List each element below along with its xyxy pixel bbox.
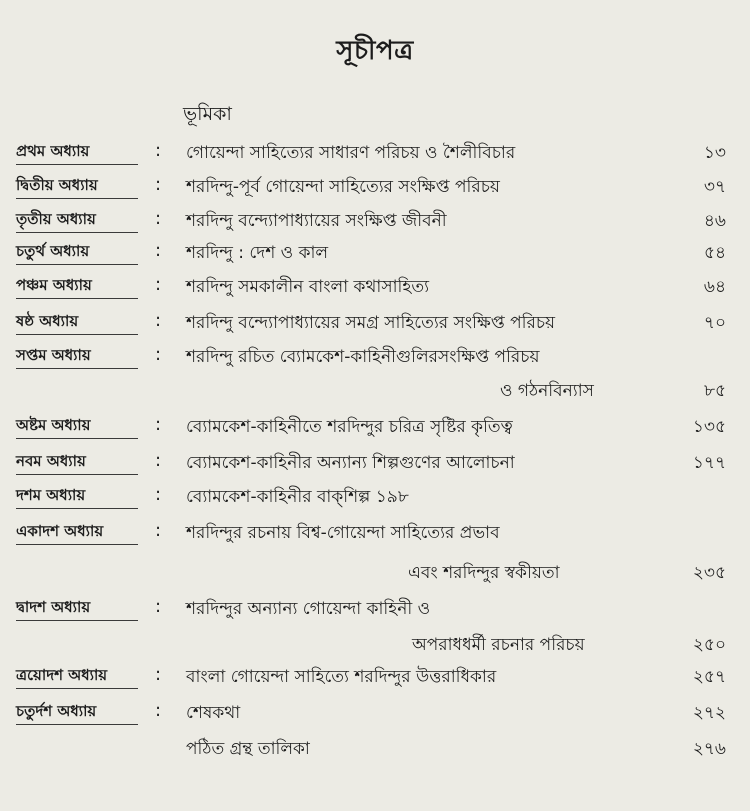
intro-entry: ভূমিকা <box>183 103 232 125</box>
chapter-title: শরদিন্দু সমকালীন বাংলা কথাসাহিত্য <box>186 277 430 297</box>
page-number: ১৩৫ <box>692 417 726 437</box>
chapter-title: শরদিন্দু বন্দ্যোপাধ্যায়ের সংক্ষিপ্ত জীবনী <box>186 211 447 231</box>
chapter-label: দশম অধ্যায় <box>16 486 86 504</box>
separator: : <box>155 484 162 505</box>
underline <box>16 264 138 265</box>
chapter-label: দ্বিতীয় অধ্যায় <box>16 176 98 194</box>
page-number: ২৫৭ <box>692 667 726 687</box>
chapter-title: শরদিন্দু-পূর্ব গোয়েন্দা সাহিত্যের সংক্ষিপ্ত পরিচয় <box>186 177 500 197</box>
chapter-title: ব্যোমকেশ-কাহিনীর বাক্‌শিল্প ১৯৮ <box>186 487 409 507</box>
page-number: ৭০ <box>703 313 726 333</box>
page-title: সূচীপত্র <box>336 36 414 66</box>
chapter-title: গোয়েন্দা সাহিত্যের সাধারণ পরিচয় ও শৈলীবিচার <box>186 143 516 163</box>
toc-row-continuation <box>0 378 750 408</box>
page-number: ৮৫ <box>703 381 726 401</box>
underline <box>16 438 138 439</box>
chapter-title: শরদিন্দু : দেশ ও কাল <box>186 243 329 263</box>
toc-row <box>0 274 750 304</box>
page-number: ১৭৭ <box>692 453 726 473</box>
toc-row <box>0 700 750 730</box>
chapter-title: শরদিন্দু রচিত ব্যোমকেশ-কাহিনীগুলিরসংক্ষিপ্ত পরিচয় <box>186 347 540 367</box>
toc-row <box>0 450 750 480</box>
chapter-label: একাদশ অধ্যায় <box>16 522 104 540</box>
underline <box>16 508 138 509</box>
toc-row-continuation <box>0 560 750 590</box>
chapter-title: বাংলা গোয়েন্দা সাহিত্যে শরদিন্দুর উত্তরাধিকার <box>186 667 497 687</box>
underline <box>16 198 138 199</box>
chapter-label: অষ্টম অধ্যায় <box>16 416 91 434</box>
separator: : <box>155 700 162 721</box>
chapter-label: চতুর্দশ অধ্যায় <box>16 702 97 720</box>
toc-row <box>0 664 750 694</box>
underline <box>16 164 138 165</box>
chapter-title: ব্যোমকেশ-কাহিনীতে শরদিন্দুর চরিত্র সৃষ্টির কৃতিত্ব <box>186 417 513 437</box>
separator: : <box>155 414 162 435</box>
toc-row-continuation <box>0 632 750 662</box>
chapter-title: ব্যোমকেশ-কাহিনীর অন্যান্য শিল্পগুণের আলোচনা <box>186 453 515 473</box>
page-number: ২৩৫ <box>692 563 726 583</box>
chapter-title-continuation: ও গঠনবিন্যাস <box>500 381 594 401</box>
chapter-label: দ্বাদশ অধ্যায় <box>16 598 91 616</box>
toc-row <box>0 414 750 444</box>
chapter-title: শরদিন্দুর রচনায় বিশ্ব-গোয়েন্দা সাহিত্যের প্রভাব <box>186 523 500 543</box>
separator: : <box>155 596 162 617</box>
underline <box>16 298 138 299</box>
underline <box>16 474 138 475</box>
underline <box>16 334 138 335</box>
underline <box>16 368 138 369</box>
chapter-title: পঠিত গ্রন্থ তালিকা <box>186 739 310 759</box>
page-number: ২৭৬ <box>692 739 726 759</box>
chapter-label: নবম অধ্যায় <box>16 452 86 470</box>
page-number: ৩৭ <box>703 177 726 197</box>
page-number: ৬৪ <box>703 277 726 297</box>
separator: : <box>155 140 162 161</box>
chapter-title: শরদিন্দু বন্দ্যোপাধ্যায়ের সমগ্র সাহিত্যের সংক্ষিপ্ত পরিচয় <box>186 313 556 333</box>
page-number: ৫৪ <box>703 243 726 263</box>
chapter-label: সপ্তম অধ্যায় <box>16 346 91 364</box>
page-number: ২৭২ <box>692 703 726 723</box>
chapter-title: শরদিন্দুর অন্যান্য গোয়েন্দা কাহিনী ও <box>186 599 431 619</box>
separator: : <box>155 240 162 261</box>
chapter-label: তৃতীয় অধ্যায় <box>16 210 96 228</box>
toc-row <box>0 520 750 550</box>
chapter-label: চতুর্থ অধ্যায় <box>16 242 90 260</box>
chapter-title-continuation: এবং শরদিন্দুর স্বকীয়তা <box>408 563 560 583</box>
underline <box>16 544 138 545</box>
underline <box>16 620 138 621</box>
toc-row <box>0 484 750 514</box>
separator: : <box>155 520 162 541</box>
separator: : <box>155 310 162 331</box>
toc-row <box>0 240 750 270</box>
chapter-title: শেষকথা <box>186 703 241 723</box>
separator: : <box>155 174 162 195</box>
page-number: ৪৬ <box>703 211 726 231</box>
toc-row <box>0 208 750 238</box>
toc-row <box>0 596 750 626</box>
toc-row <box>0 310 750 340</box>
chapter-title-continuation: অপরাধধর্মী রচনার পরিচয় <box>412 635 585 655</box>
toc-row <box>0 736 750 766</box>
chapter-label: প্রথম অধ্যায় <box>16 142 90 160</box>
separator: : <box>155 344 162 365</box>
underline <box>16 232 138 233</box>
underline <box>16 724 138 725</box>
chapter-label: পঞ্চম অধ্যায় <box>16 276 92 294</box>
separator: : <box>155 208 162 229</box>
separator: : <box>155 274 162 295</box>
page-number: ২৫০ <box>692 635 726 655</box>
toc-row <box>0 174 750 204</box>
separator: : <box>155 450 162 471</box>
toc-row <box>0 344 750 374</box>
chapter-label: ত্রয়োদশ অধ্যায় <box>16 666 108 684</box>
separator: : <box>155 664 162 685</box>
toc-row <box>0 140 750 170</box>
underline <box>16 688 138 689</box>
page-number: ১৩ <box>703 143 726 163</box>
chapter-label: ষষ্ঠ অধ্যায় <box>16 312 79 330</box>
